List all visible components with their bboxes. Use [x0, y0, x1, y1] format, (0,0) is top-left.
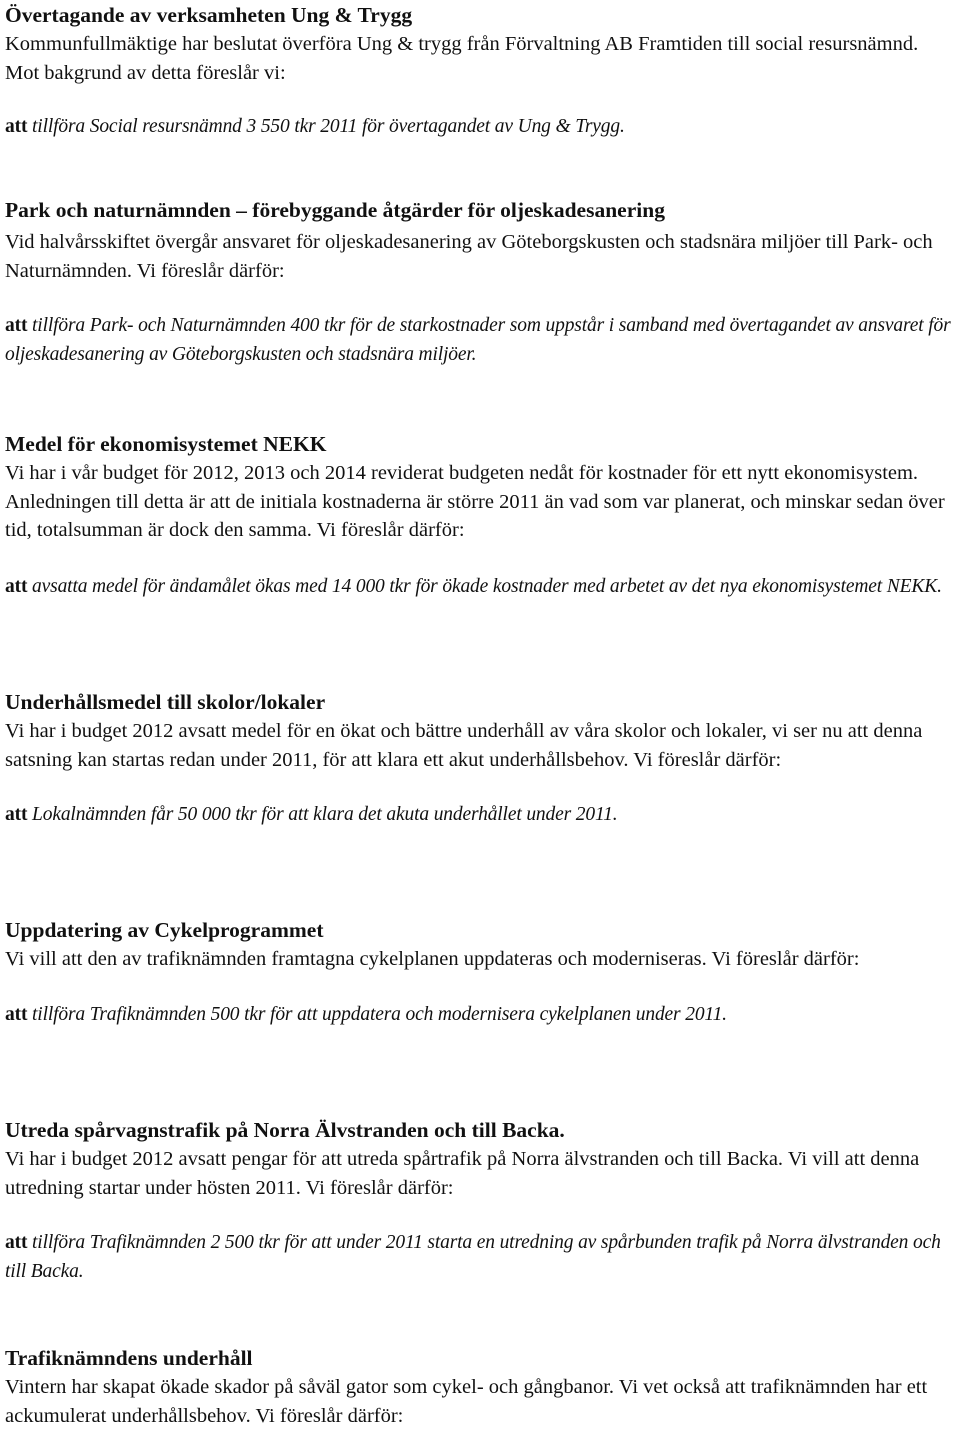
section-cykelprogram	[5, 916, 955, 1029]
section-proposal	[5, 1229, 955, 1286]
section-ung-trygg	[5, 1, 955, 142]
section-heading: Övertagande av verksamheten Ung & Trygg	[5, 3, 413, 27]
section-body: Vintern har skapat ökade skador på såväl gator som cykel- och gångbanor. Vi vet också att trafiknämnden har ett ackumulerat underhållsbehov. Vi föreslår därför:	[5, 1376, 928, 1427]
att-keyword: att	[5, 804, 28, 825]
att-keyword: att	[5, 1003, 28, 1025]
att-keyword: att	[5, 1232, 28, 1253]
att-keyword: att	[5, 116, 28, 137]
proposal-text: avsatta medel för ändamålet ökas med 14 000 tkr för ökade kostnader med arbetet av det nya ekonomisystemet NEKK.	[32, 575, 942, 597]
proposal-text: tillföra Park- och Naturnämnden 400 tkr för de starkostnader som uppstår i samband med övertagandet av ansvaret för oljeskadesanering av Göteborgskusten och stadsnära miljöer.	[5, 315, 951, 365]
section-proposal	[5, 801, 955, 830]
section-heading: Utreda spårvagnstrafik på Norra Älvstranden och till Backa.	[5, 1118, 565, 1142]
section-proposal	[5, 113, 955, 142]
section-nekk	[5, 430, 955, 601]
section-heading: Uppdatering av Cykelprogrammet	[5, 918, 324, 942]
section-heading: Trafiknämndens underhåll	[5, 1346, 253, 1370]
proposal-text: tillföra Trafiknämnden 500 tkr för att uppdatera och modernisera cykelplanen under 2011.	[32, 1003, 727, 1025]
section-body: Kommunfullmäktige har beslutat överföra Ung & trygg från Förvaltning AB Framtiden till social resursnämnd. Mot bakgrund av detta föreslår vi:	[5, 33, 919, 84]
section-underhall-skolor	[5, 688, 955, 830]
proposal-text: tillföra Social resursnämnd 3 550 tkr 2011 för övertagandet av Ung & Trygg.	[32, 116, 625, 137]
section-heading: Medel för ekonomisystemet NEKK	[5, 432, 327, 456]
section-body: Vi har i vår budget för 2012, 2013 och 2014 reviderat budgeten nedåt för kostnader för ett nytt ekonomisystem. Anledningen till detta är att de initiala kostnaderna är större 2011 än vad som var planerat, och minskar sedan över tid, totalsumman är dock den samma. Vi föreslår därför:	[5, 462, 945, 541]
section-proposal	[5, 573, 955, 602]
proposal-text: tillföra Trafiknämnden 2 500 tkr för att under 2011 starta en utredning av spårbunden trafik på Norra älvstranden och till Backa.	[5, 1232, 941, 1282]
section-body: Vi har i budget 2012 avsatt medel för en ökat och bättre underhåll av våra skolor och lokaler, vi ser nu att denna satsning kan startas redan under 2011, för att klara ett akut underhållsbehov. Vi föreslår därför:	[5, 720, 923, 771]
section-sparvagnstrafik	[5, 1116, 955, 1286]
section-oljeskadesanering	[5, 196, 955, 369]
att-keyword: att	[5, 315, 28, 336]
section-heading: Underhållsmedel till skolor/lokaler	[5, 690, 326, 714]
section-heading: Park och naturnämnden – förebyggande åtgärder för oljeskadesanering	[5, 198, 665, 222]
section-proposal	[5, 312, 955, 369]
section-body: Vid halvårsskiftet övergår ansvaret för oljeskadesanering av Göteborgskusten och stadsnära miljöer till Park- och Naturnämnden. Vi föreslår därför:	[5, 231, 933, 282]
proposal-text: Lokalnämnden får 50 000 tkr för att klara det akuta underhållet under 2011.	[32, 804, 618, 825]
section-body: Vi vill att den av trafiknämnden framtagna cykelplanen uppdateras och moderniseras. Vi föreslår därför:	[5, 948, 860, 970]
section-trafiknamndens-underhall	[5, 1344, 955, 1430]
att-keyword: att	[5, 575, 28, 597]
section-proposal	[5, 1001, 955, 1030]
section-body: Vi har i budget 2012 avsatt pengar för att utreda spårtrafik på Norra älvstranden och till Backa. Vi vill att denna utredning startar under hösten 2011. Vi föreslår därför:	[5, 1148, 920, 1199]
